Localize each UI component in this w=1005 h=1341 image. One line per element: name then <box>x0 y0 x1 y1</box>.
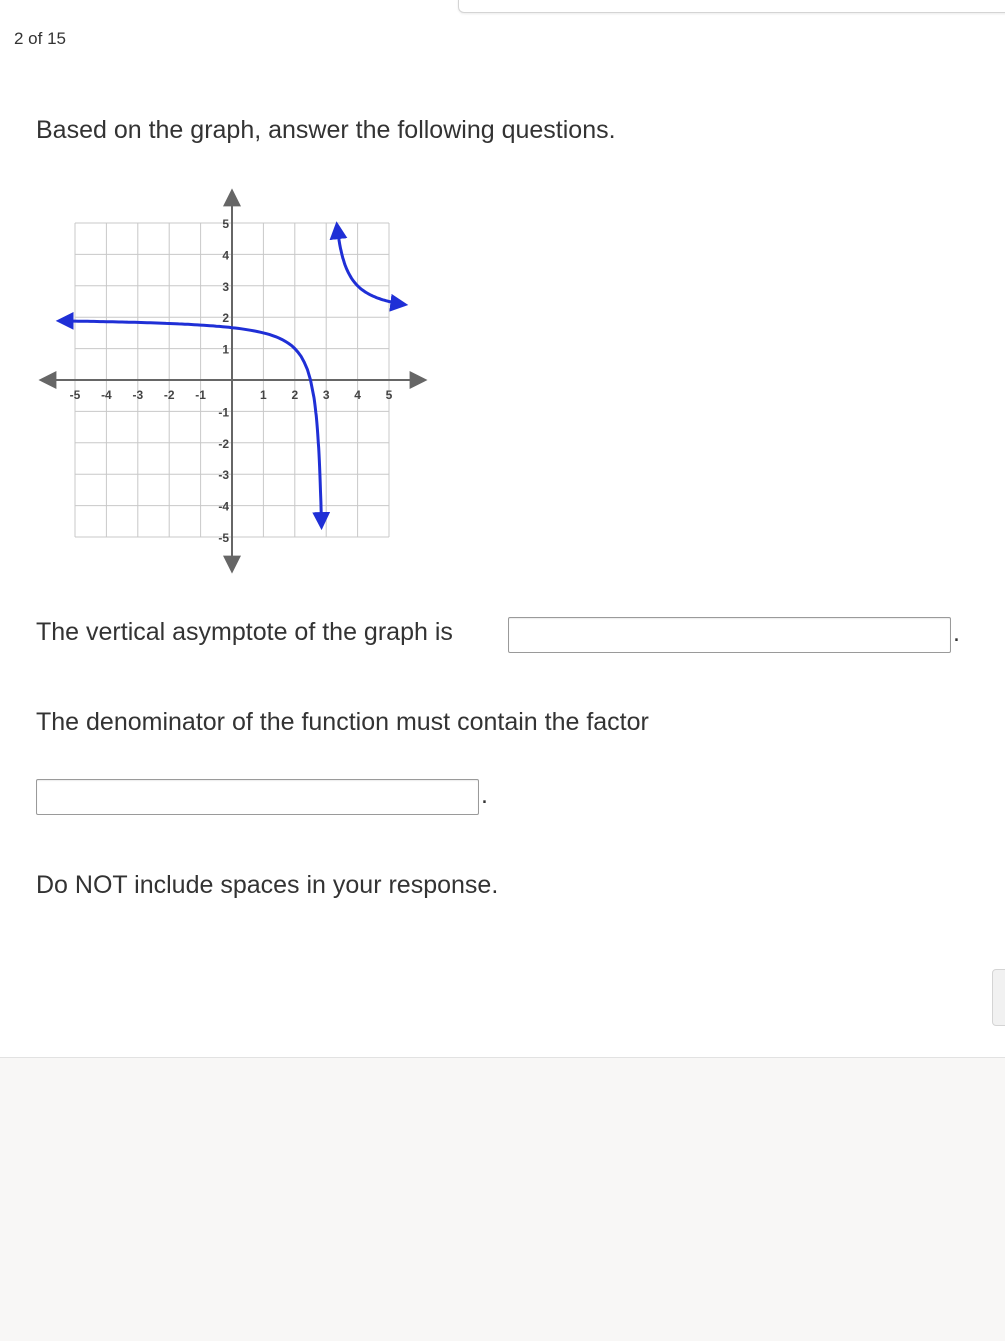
y-tick-label: 4 <box>222 248 229 263</box>
side-panel-tab[interactable] <box>992 969 1005 1026</box>
y-tick-label: -2 <box>218 436 229 451</box>
x-tick-label: 3 <box>322 388 330 402</box>
x-tick-label: -4 <box>101 388 112 402</box>
x-tick-label: -3 <box>132 388 144 402</box>
sentence-period: . <box>953 619 960 647</box>
y-tick-label: 1 <box>222 342 229 357</box>
top-toolbar-panel <box>458 0 1005 13</box>
y-tick-label: -1 <box>218 405 229 420</box>
sentence-period: . <box>481 781 488 809</box>
y-tick-label: -3 <box>218 468 229 483</box>
rational-function-graph <box>36 186 436 578</box>
x-tick-label: -2 <box>163 388 175 402</box>
vertical-asymptote-question: The vertical asymptote of the graph is <box>36 618 453 646</box>
curve-left-branch <box>59 321 321 527</box>
x-tick-label: 1 <box>260 388 267 402</box>
denominator-factor-answer-input[interactable] <box>36 779 479 815</box>
denominator-factor-question: The denominator of the function must contain the factor <box>36 708 649 736</box>
x-tick-label: 5 <box>385 388 393 402</box>
question-counter: 2 of 15 <box>14 29 66 48</box>
y-tick-label: 5 <box>222 217 229 231</box>
instruction-text: Based on the graph, answer the following questions. <box>36 116 616 144</box>
x-tick-label: -1 <box>195 388 206 402</box>
x-tick-label: -5 <box>69 388 81 402</box>
curve-right-branch <box>337 225 405 305</box>
y-tick-label: -4 <box>218 499 229 514</box>
y-tick-label: 2 <box>222 311 229 326</box>
y-tick-label: 3 <box>222 279 229 294</box>
x-tick-label: 4 <box>354 388 361 402</box>
response-note: Do NOT include spaces in your response. <box>36 871 499 899</box>
y-tick-label: -5 <box>218 531 229 545</box>
x-tick-label: 2 <box>291 388 299 402</box>
vertical-asymptote-answer-input[interactable] <box>508 617 951 653</box>
